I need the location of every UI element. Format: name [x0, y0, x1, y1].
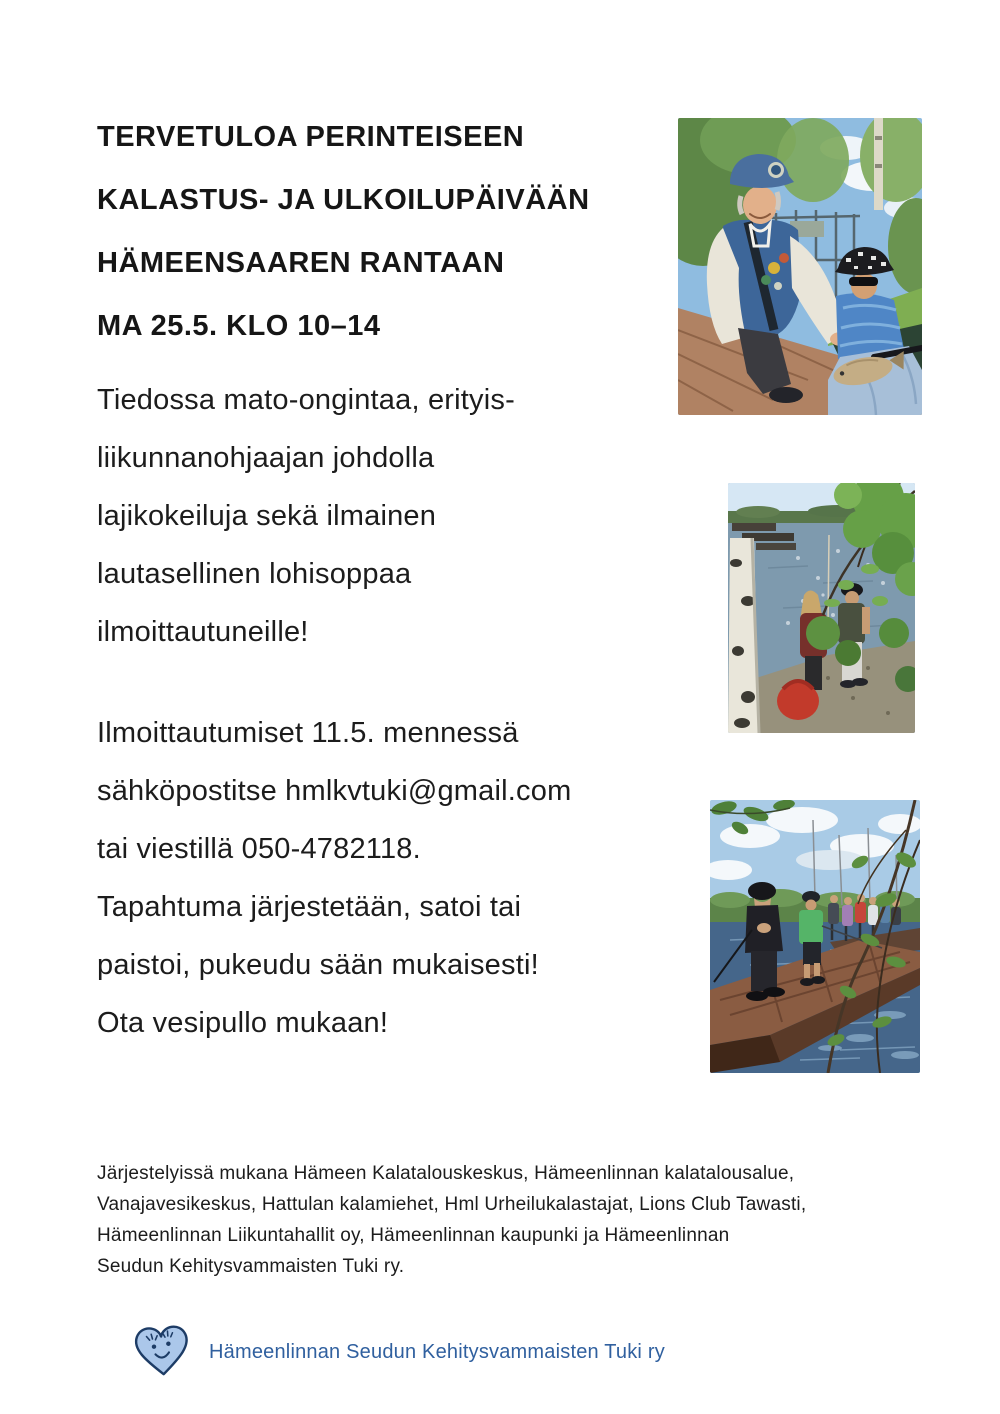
event-title: TERVETULOA PERINTEISEEN KALASTUS- JA ULKOILUPÄIVÄÄN HÄMEENSAAREN RANTAAN MA 25.5. KLO 10–14 — [97, 121, 590, 342]
photo-dock-fish-illustration — [678, 118, 922, 415]
organization-name: Hämeenlinnan Seudun Kehitysvammaisten Tuki ry — [209, 1341, 665, 1363]
photo-pier-group — [710, 800, 920, 1073]
photo-lake-shore-illustration — [728, 483, 915, 733]
organizers-paragraph: Järjestelyissä mukana Hämeen Kalatalouskeskus, Hämeenlinnan kalatalousalue, Vanajavesikeskus, Hattulan kalamiehet, Hml Urheilukalastajat, Lions Club Tawasti, Hämeenlinnan Liikuntahallit oy, Hämeenlinnan kaupunki ja Hämeenlinnan Seudun Kehitysvammaisten Tuki ry. — [97, 1163, 807, 1277]
photo-lake-shore — [728, 483, 915, 733]
smiling-heart-icon — [131, 1318, 193, 1387]
registration-paragraph: Ilmoittautumiset 11.5. mennessä sähköpostitse hmlkvtuki@gmail.com tai viestillä 050-4782118. Tapahtuma järjestetään, satoi tai paistoi, pukeudu sään mukaisesti! Ota vesipullo mukaan! — [97, 717, 572, 1039]
intro-paragraph: Tiedossa mato-ongintaa, erityis- liikunnanohjaajan johdolla lajikokeiluja sekä ilmainen lautasellinen lohisoppaa ilmoittautuneille! — [97, 384, 515, 648]
photo-dock-fish — [678, 118, 922, 415]
photo-pier-group-illustration — [710, 800, 920, 1073]
organization-logo — [131, 1318, 665, 1387]
